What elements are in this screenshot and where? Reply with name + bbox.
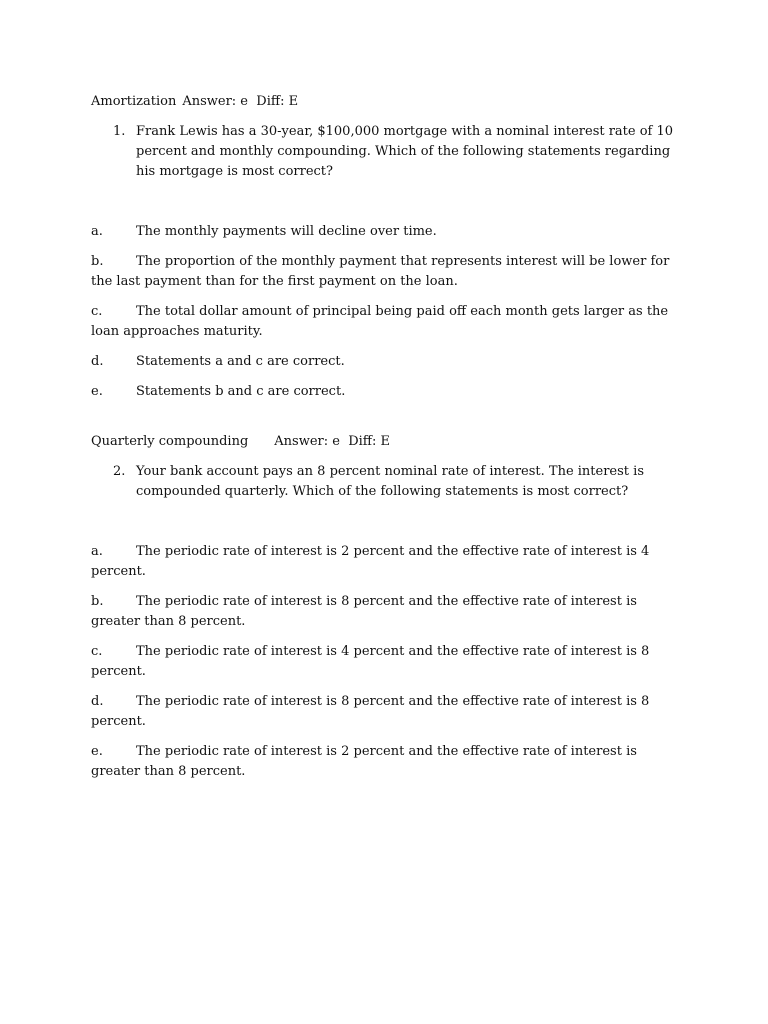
option-letter: a. bbox=[91, 224, 103, 239]
option-d bbox=[91, 692, 681, 732]
option-letter: d. bbox=[91, 694, 104, 709]
question-header bbox=[91, 92, 681, 112]
option-text: The monthly payments will decline over time. bbox=[136, 224, 437, 239]
option-b bbox=[91, 592, 681, 632]
option-text: Statements b and c are correct. bbox=[136, 384, 346, 399]
option-b bbox=[91, 252, 681, 292]
option-d bbox=[91, 352, 681, 372]
option-letter: a. bbox=[91, 544, 103, 559]
option-text: The periodic rate of interest is 8 percent and the effective rate of interest is 8 percent. bbox=[91, 694, 650, 729]
option-a bbox=[91, 542, 681, 582]
topic-label: Amortization bbox=[91, 94, 177, 109]
question-section-1 bbox=[91, 92, 681, 402]
option-letter: b. bbox=[91, 254, 104, 269]
option-text: The proportion of the monthly payment that represents interest will be lower for the last payment than for the first payment on the loan. bbox=[91, 254, 670, 289]
question-number: 1. bbox=[113, 124, 126, 139]
option-letter: b. bbox=[91, 594, 104, 609]
option-c bbox=[91, 302, 681, 342]
option-letter: c. bbox=[91, 644, 103, 659]
answer-options bbox=[91, 222, 681, 402]
option-text: The periodic rate of interest is 2 percent and the effective rate of interest is 4 percent. bbox=[91, 544, 650, 579]
option-text: The total dollar amount of principal being paid off each month gets larger as the loan approaches maturity. bbox=[91, 304, 669, 339]
question-1 bbox=[91, 122, 681, 182]
answer-options bbox=[91, 542, 681, 782]
option-letter: e. bbox=[91, 384, 103, 399]
option-c bbox=[91, 642, 681, 682]
question-number: 2. bbox=[113, 464, 126, 479]
option-text: Statements a and c are correct. bbox=[136, 354, 345, 369]
option-text: The periodic rate of interest is 4 percent and the effective rate of interest is 8 percent. bbox=[91, 644, 650, 679]
option-e bbox=[91, 742, 681, 782]
answer-difficulty-label: Answer: e Diff: E bbox=[274, 434, 391, 449]
question-header bbox=[91, 432, 681, 452]
question-text: Frank Lewis has a 30-year, $100,000 mortgage with a nominal interest rate of 10 percent and monthly compounding. Which of the following statements regarding his mortgage is most correct? bbox=[136, 124, 674, 179]
option-a bbox=[91, 222, 681, 242]
question-2 bbox=[91, 462, 681, 502]
topic-label: Quarterly compounding bbox=[91, 434, 249, 449]
option-e bbox=[91, 382, 681, 402]
document-page bbox=[91, 92, 681, 792]
option-letter: d. bbox=[91, 354, 104, 369]
answer-difficulty-label: Answer: e Diff: E bbox=[182, 94, 299, 109]
option-text: The periodic rate of interest is 8 percent and the effective rate of interest is greater than 8 percent. bbox=[91, 594, 637, 629]
option-letter: e. bbox=[91, 744, 103, 759]
question-text: Your bank account pays an 8 percent nominal rate of interest. The interest is compounded quarterly. Which of the following statements is most correct? bbox=[136, 464, 644, 499]
option-text: The periodic rate of interest is 2 percent and the effective rate of interest is greater than 8 percent. bbox=[91, 744, 637, 779]
option-letter: c. bbox=[91, 304, 103, 319]
question-section-2 bbox=[91, 432, 681, 782]
